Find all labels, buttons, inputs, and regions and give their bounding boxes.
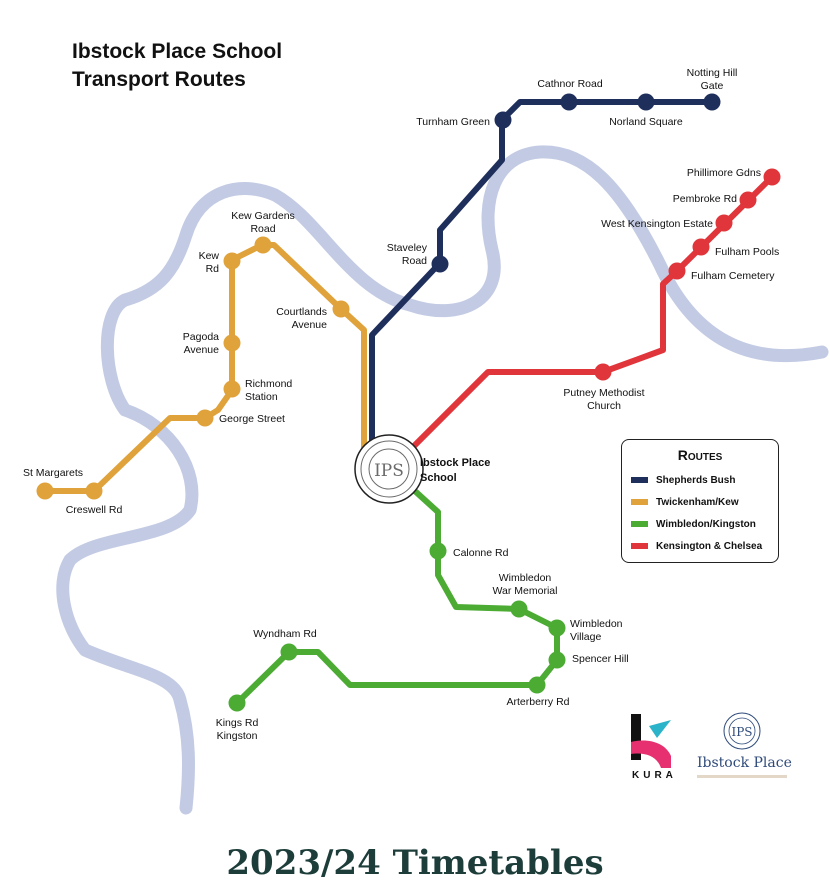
station-label: Cathnor Road: [537, 78, 603, 90]
map-title-line1: Ibstock Place School: [72, 40, 283, 63]
station-dot: [740, 192, 757, 209]
station-dot: [430, 543, 447, 560]
station-wyndham-rd: [253, 628, 317, 661]
school-name-line1: Ibstock Place: [420, 457, 491, 469]
station-label: Kingston: [216, 730, 258, 742]
station-label: Arterberry Rd: [506, 696, 570, 708]
station-dot: [704, 94, 721, 111]
station-label: Norland Square: [609, 116, 683, 128]
station-spencer-hill: [549, 652, 629, 669]
ibstock-place-sub-rule: [697, 775, 787, 778]
station-dot: [229, 695, 246, 712]
legend-swatch-wimbledon-kingston: [631, 521, 648, 527]
station-courtlands-avenue: [276, 301, 349, 332]
station-label: Road: [401, 255, 427, 267]
station-dot: [549, 620, 566, 637]
legend-swatch-twickenham-kew: [631, 499, 648, 505]
station-dot: [638, 94, 655, 111]
station-fulham-pools: [693, 239, 780, 259]
legend-item-kensington-chelsea: [622, 535, 778, 557]
school-seal-text: IPS: [374, 461, 404, 481]
station-kew-gardens-road: [231, 210, 295, 254]
station-cathnor-road: [537, 78, 603, 111]
station-label: Road: [250, 223, 276, 235]
station-label: Wyndham Rd: [253, 628, 317, 640]
station-dot: [595, 364, 612, 381]
station-richmond-station: [224, 378, 293, 403]
route-line-twickenham-kew: [45, 245, 364, 491]
station-label: Phillimore Gdns: [686, 167, 761, 179]
station-norland-square: [609, 94, 683, 129]
legend-label-kensington-chelsea: Kensington & Chelsea: [656, 540, 763, 552]
station-label: Kew Gardens: [231, 210, 295, 222]
station-label: Avenue: [183, 344, 219, 356]
station-dot: [224, 335, 241, 352]
station-label: Putney Methodist: [563, 387, 645, 399]
station-label: Notting Hill: [686, 67, 738, 79]
station-dot: [255, 237, 272, 254]
station-dot: [549, 652, 566, 669]
station-label: Creswell Rd: [65, 504, 123, 516]
footer-timetables-heading: 2023/24 Timetables: [226, 843, 604, 883]
station-label: Rd: [205, 263, 219, 275]
station-label: Calonne Rd: [453, 547, 509, 559]
station-label: Richmond: [245, 378, 293, 390]
station-phillimore-gdns: [687, 167, 781, 186]
station-label: Pembroke Rd: [672, 193, 737, 205]
station-west-kensington-estate: [601, 215, 732, 232]
station-dot: [511, 601, 528, 618]
station-dot: [669, 263, 686, 280]
station-kings-rd-kingston: [216, 695, 259, 743]
station-label: Fulham Cemetery: [691, 270, 775, 282]
legend-label-shepherds-bush: Shepherds Bush: [656, 474, 736, 486]
station-label: Avenue: [291, 319, 327, 331]
station-label: Pagoda: [182, 331, 219, 343]
station-label: Staveley: [386, 242, 427, 254]
station-label: Turnham Green: [416, 116, 490, 128]
station-label: Station: [245, 391, 278, 403]
station-label: Village: [570, 631, 602, 643]
station-label: War Memorial: [492, 585, 558, 597]
station-label: Gate: [700, 80, 724, 92]
station-dot: [224, 381, 241, 398]
station-dot: [432, 256, 449, 273]
station-st-margarets: [23, 467, 83, 500]
map-title-line2: Transport Routes: [72, 68, 246, 91]
station-dot: [86, 483, 103, 500]
station-dot: [693, 239, 710, 256]
station-dot: [716, 215, 733, 232]
legend-item-twickenham-kew: [622, 491, 778, 513]
station-dot: [224, 253, 241, 270]
station-creswell-rd: [66, 483, 123, 517]
legend-label-twickenham-kew: Twickenham/Kew: [656, 496, 739, 508]
station-label: Spencer Hill: [572, 653, 629, 665]
station-calonne-rd: [430, 543, 509, 560]
station-dot: [281, 644, 298, 661]
station-label: Kew: [198, 250, 219, 262]
station-label: Church: [587, 400, 621, 412]
station-turnham-green: [416, 112, 511, 129]
legend-swatch-shepherds-bush: [631, 477, 648, 483]
station-label: West Kensington Estate: [601, 218, 713, 230]
station-dot: [764, 169, 781, 186]
station-pembroke-rd: [673, 192, 757, 209]
legend-title: Routes: [677, 447, 723, 463]
station-label: George Street: [219, 413, 285, 425]
station-arterberry-rd: [506, 677, 569, 709]
station-label: Fulham Pools: [715, 246, 780, 258]
station-dot: [197, 410, 214, 427]
station-dot: [529, 677, 546, 694]
station-dot: [37, 483, 54, 500]
legend-swatch-kensington-chelsea: [631, 543, 648, 549]
station-label: Kings Rd: [215, 717, 259, 729]
legend-item-wimbledon-kingston: [622, 513, 778, 535]
legend-label-wimbledon-kingston: Wimbledon/Kingston: [656, 518, 756, 530]
school-hub: [355, 435, 423, 503]
routes-legend: [621, 439, 779, 563]
station-label: Wimbledon: [570, 618, 623, 630]
station-dot: [561, 94, 578, 111]
legend-item-shepherds-bush: [622, 469, 778, 491]
station-label: Wimbledon: [498, 572, 552, 584]
school-name-line2: School: [420, 472, 457, 484]
ibstock-place-crest-icon: [717, 711, 767, 756]
svg-text:IPS: IPS: [731, 725, 753, 739]
station-label: St Margarets: [22, 467, 84, 479]
station-dot: [333, 301, 350, 318]
station-george-street: [197, 410, 286, 427]
kura-wordmark: KURA: [632, 770, 677, 781]
station-dot: [495, 112, 512, 129]
ibstock-place-wordmark: Ibstock Place: [697, 755, 792, 771]
station-label: Courtlands: [276, 306, 327, 318]
